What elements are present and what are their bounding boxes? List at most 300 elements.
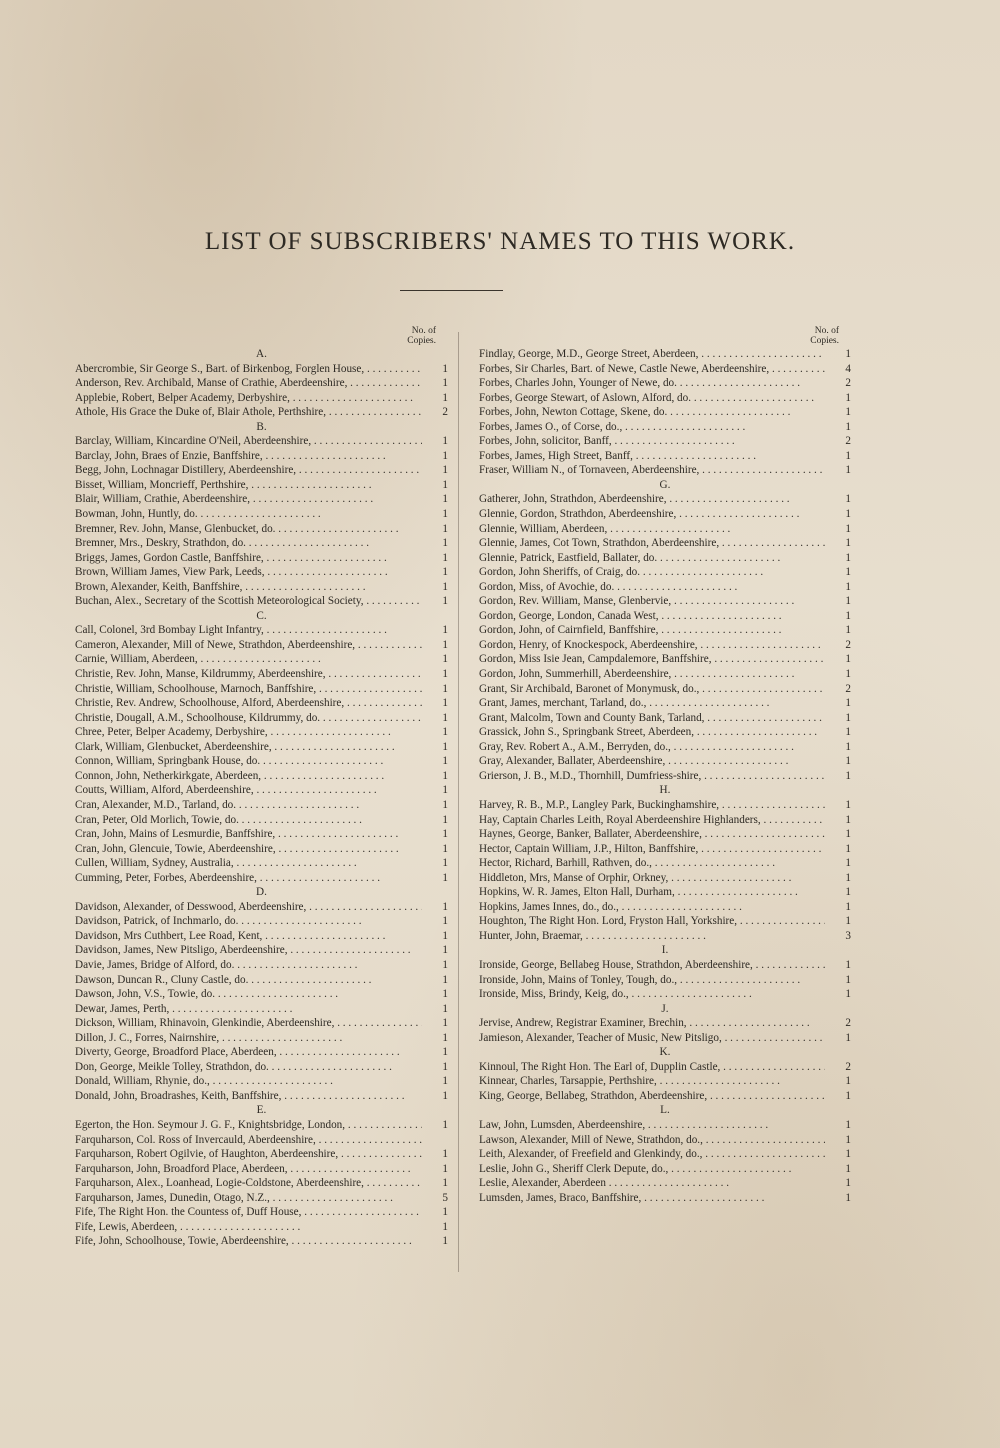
column-divider (458, 332, 459, 1272)
copies-count: 1 (845, 769, 851, 782)
subscriber-name: Davie, James, Bridge of Alford, do. . . (75, 958, 422, 973)
subscriber-name: Hopkins, James Innes, do., do., . . (479, 900, 825, 915)
subscriber-entry (75, 1147, 448, 1162)
subscriber-name: Briggs, James, Gordon Castle, Banffshire, . . (75, 551, 422, 566)
subscriber-entry (479, 420, 851, 435)
subscriber-name: Gray, Rev. Robert A., A.M., Berryden, do., . . (479, 740, 825, 755)
subscriber-name: Donald, John, Broadrashes, Keith, Banffshire, . . (75, 1089, 422, 1104)
subscriber-entry (75, 551, 448, 566)
copies-count: 1 (442, 842, 448, 855)
subscriber-name: Dickson, William, Rhinavoin, Glenkindie, Aberdeenshire, . . (75, 1016, 422, 1031)
subscriber-entry (75, 638, 448, 653)
subscriber-name: King, George, Bellabeg, Strathdon, Aberdeenshire, . . (479, 1089, 825, 1104)
subscriber-entry (479, 1089, 851, 1104)
subscriber-name: Grant, James, merchant, Tarland, do., . . (479, 696, 825, 711)
subscriber-entry (479, 929, 851, 944)
copies-count: 2 (845, 377, 851, 390)
copies-count: 1 (442, 828, 448, 841)
subscriber-name: Dewar, James, Perth, . . (75, 1002, 422, 1017)
subscriber-entry (479, 885, 851, 900)
subscriber-name: Forbes, James O., of Corse, do., . . (479, 420, 825, 435)
copies-count: 1 (442, 668, 448, 681)
subscriber-entry (479, 740, 851, 755)
subscriber-entry (479, 769, 851, 784)
section-letter: I. (661, 944, 669, 957)
subscriber-name: Hunter, John, Braemar, . . (479, 929, 825, 944)
subscriber-name: Gordon, Rev. William, Manse, Glenbervie, . . (479, 594, 825, 609)
subscriber-name: Cran, John, Glencuie, Towie, Aberdeenshire, . . (75, 842, 422, 857)
subscriber-entry (75, 1205, 448, 1220)
subscriber-entry (479, 522, 851, 537)
subscriber-entry (75, 449, 448, 464)
subscriber-entry (479, 580, 851, 595)
copies-count: 1 (442, 464, 448, 477)
subscriber-name: Cran, Alexander, M.D., Tarland, do. . . (75, 798, 422, 813)
subscriber-name: Leith, Alexander, of Freefield and Glenkindy, do., . . (479, 1147, 825, 1162)
copies-count: 1 (845, 973, 851, 986)
copies-count (422, 1133, 448, 1148)
subscriber-name: Gordon, John, of Cairnfield, Banffshire, . . (479, 623, 825, 638)
subscriber-name: Brown, William James, View Park, Leeds, . . (75, 565, 422, 580)
subscriber-entry (479, 987, 851, 1002)
subscriber-entry (75, 391, 448, 406)
subscriber-entry (75, 565, 448, 580)
subscriber-entry (75, 1133, 448, 1148)
copies-count: 1 (845, 551, 851, 564)
copies-count: 1 (845, 537, 851, 550)
subscriber-name: Farquharson, Alex., Loanhead, Logie-Coldstone, Aberdeenshire, . . (75, 1176, 422, 1191)
subscriber-entry (479, 711, 851, 726)
subscriber-entry (75, 652, 448, 667)
subscriber-name: Christie, Rev. John, Manse, Kildrummy, Aberdeenshire, . . (75, 667, 422, 682)
copies-count: 1 (442, 857, 448, 870)
subscriber-entry (75, 1176, 448, 1191)
subscriber-name: Houghton, The Right Hon. Lord, Fryston Hall, Yorkshire, . . (479, 914, 825, 929)
copies-count: 1 (442, 697, 448, 710)
subscriber-name: Lawson, Alexander, Mill of Newe, Strathdon, do., . . (479, 1133, 825, 1148)
subscriber-entry (75, 478, 448, 493)
copies-header-line2: Copies. (810, 336, 839, 346)
subscriber-name: Law, John, Lumsden, Aberdeenshire, . . (479, 1118, 825, 1133)
subscriber-entry (75, 783, 448, 798)
subscriber-name: Leslie, Alexander, Aberdeen . . (479, 1176, 825, 1191)
subscriber-name: Athole, His Grace the Duke of, Blair Athole, Perthshire, . . (75, 405, 422, 420)
subscriber-name: Buchan, Alex., Secretary of the Scottish Meteorological Society, . . (75, 594, 422, 609)
subscriber-name: Bowman, John, Huntly, do. . . (75, 507, 422, 522)
subscriber-entry (75, 725, 448, 740)
subscriber-name: Haynes, George, Banker, Ballater, Aberdeenshire, . . (479, 827, 825, 842)
subscriber-entry (479, 376, 851, 391)
left-sections (75, 347, 448, 1249)
copies-count: 1 (442, 551, 448, 564)
copies-count: 1 (442, 449, 448, 462)
subscriber-entry (75, 1074, 448, 1089)
copies-count: 1 (442, 537, 448, 550)
subscriber-name: Hopkins, W. R. James, Elton Hall, Durham, . . (479, 885, 825, 900)
copies-count: 1 (845, 668, 851, 681)
subscriber-entry (75, 1220, 448, 1235)
subscriber-name: Forbes, John, solicitor, Banff, . . (479, 434, 825, 449)
subscriber-entry (479, 1133, 851, 1148)
subscriber-entry (75, 507, 448, 522)
copies-count: 1 (442, 1017, 448, 1030)
section-letter: C. (256, 609, 267, 622)
subscriber-entry (75, 463, 448, 478)
subscriber-entry (479, 871, 851, 886)
copies-count: 1 (845, 493, 851, 506)
subscriber-entry (75, 536, 448, 551)
copies-count: 1 (442, 624, 448, 637)
copies-count: 1 (442, 1089, 448, 1102)
copies-count: 3 (845, 929, 851, 942)
subscriber-name: Christie, Dougall, A.M., Schoolhouse, Kildrummy, do. . . (75, 711, 422, 726)
copies-count: 1 (845, 988, 851, 1001)
copies-count: 1 (845, 1031, 851, 1044)
subscriber-name: Gordon, Miss, of Avochie, do. . . (479, 580, 825, 595)
copies-count: 1 (845, 609, 851, 622)
subscriber-entry (75, 492, 448, 507)
subscriber-entry (75, 1002, 448, 1017)
subscriber-name: Cameron, Alexander, Mill of Newe, Strathdon, Aberdeenshire, . . (75, 638, 422, 653)
subscriber-entry (75, 871, 448, 886)
subscriber-entry (479, 827, 851, 842)
subscriber-entry (75, 667, 448, 682)
copies-count: 1 (442, 1060, 448, 1073)
copies-count: 1 (845, 391, 851, 404)
subscriber-name: Jamieson, Alexander, Teacher of Music, New Pitsligo, . . (479, 1031, 825, 1046)
section-letter: B. (256, 420, 267, 433)
subscriber-entry (479, 1074, 851, 1089)
subscriber-name: Ironside, George, Bellabeg House, Strathdon, Aberdeenshire, . . (479, 958, 825, 973)
subscriber-name: Glennie, Patrick, Eastfield, Ballater, do. . . (479, 551, 825, 566)
subscriber-name: Farquharson, Col. Ross of Invercauld, Aberdeenshire, . . (75, 1133, 422, 1148)
subscriber-name: Forbes, John, Newton Cottage, Skene, do. . . (479, 405, 825, 420)
subscriber-name: Gatherer, John, Strathdon, Aberdeenshire, . . (479, 492, 825, 507)
copies-count: 1 (845, 522, 851, 535)
copies-count: 1 (442, 435, 448, 448)
subscriber-name: Bremner, Rev. John, Manse, Glenbucket, do. . . (75, 522, 422, 537)
copies-count: 1 (442, 566, 448, 579)
copies-count: 1 (442, 362, 448, 375)
copies-count: 1 (845, 508, 851, 521)
copies-count: 1 (845, 857, 851, 870)
copies-count: 1 (845, 624, 851, 637)
subscriber-entry (75, 740, 448, 755)
subscriber-entry (479, 754, 851, 769)
copies-count: 1 (845, 449, 851, 462)
section-letter: G. (659, 478, 671, 491)
copies-count: 1 (845, 828, 851, 841)
subscriber-name: Gray, Alexander, Ballater, Aberdeenshire, . . (479, 754, 825, 769)
subscriber-name: Abercrombie, Sir George S., Bart. of Birkenbog, Forglen House, . . (75, 362, 422, 377)
section-letter: E. (256, 1104, 267, 1117)
copies-count: 1 (442, 769, 448, 782)
copies-count: 1 (442, 1075, 448, 1088)
subscriber-name: Glennie, Gordon, Strathdon, Aberdeenshire, . . (479, 507, 825, 522)
subscriber-entry (479, 682, 851, 697)
subscriber-name: Coutts, William, Alford, Aberdeenshire, . . (75, 783, 422, 798)
copies-count: 2 (845, 1017, 851, 1030)
subscriber-name: Cumming, Peter, Forbes, Aberdeenshire, . . (75, 871, 422, 886)
section-letter: K. (659, 1046, 671, 1059)
subscriber-name: Glennie, William, Aberdeen, . . (479, 522, 825, 537)
subscriber-name: Hay, Captain Charles Leith, Royal Aberdeenshire Highlanders, . . (479, 813, 825, 828)
copies-count: 1 (442, 1162, 448, 1175)
copies-count: 1 (845, 580, 851, 593)
subscriber-name: Davidson, James, New Pitsligo, Aberdeenshire, . . (75, 943, 422, 958)
subscriber-entry (75, 900, 448, 915)
copies-count: 1 (442, 711, 448, 724)
subscriber-entry (75, 1016, 448, 1031)
subscriber-entry (479, 463, 851, 478)
copies-count: 1 (442, 915, 448, 928)
right-sections (479, 347, 851, 1205)
copies-count: 2 (845, 1060, 851, 1073)
copies-count: 1 (442, 813, 448, 826)
subscriber-entry (479, 391, 851, 406)
subscriber-name: Cullen, William, Sydney, Australia, . . (75, 856, 422, 871)
copies-count: 2 (845, 435, 851, 448)
subscriber-entry (75, 1162, 448, 1177)
copies-count: 1 (845, 886, 851, 899)
subscriber-entry (75, 827, 448, 842)
copies-header-line1: No. of (411, 326, 436, 336)
subscriber-name: Christie, Rev. Andrew, Schoolhouse, Alford, Aberdeenshire, . . (75, 696, 422, 711)
copies-count: 1 (845, 871, 851, 884)
copies-count: 1 (845, 697, 851, 710)
subscriber-name: Connon, William, Springbank House, do. . . (75, 754, 422, 769)
subscriber-name: Grassick, John S., Springbank Street, Aberdeen, . . (479, 725, 825, 740)
subscriber-name: Diverty, George, Broadford Place, Aberdeen, . . (75, 1045, 422, 1060)
copies-count: 1 (442, 1177, 448, 1190)
subscriber-name: Gordon, John Sheriffs, of Craig, do. . . (479, 565, 825, 580)
copies-count: 1 (845, 420, 851, 433)
copies-count: 1 (845, 900, 851, 913)
subscriber-entry (75, 362, 448, 377)
subscriber-name: Grierson, J. B., M.D., Thornhill, Dumfriess-shire, . . (479, 769, 825, 784)
copies-header (75, 326, 448, 347)
subscriber-entry (75, 943, 448, 958)
copies-count: 1 (442, 377, 448, 390)
subscriber-entry (479, 362, 851, 377)
subscriber-entry (75, 958, 448, 973)
copies-count: 1 (442, 929, 448, 942)
title-rule (400, 290, 503, 291)
copies-count: 1 (845, 1177, 851, 1190)
subscriber-name: Christie, William, Schoolhouse, Marnoch, Banffshire, . . (75, 682, 422, 697)
section-letter: J. (661, 1002, 669, 1015)
copies-count: 1 (442, 1118, 448, 1131)
copies-count: 1 (442, 973, 448, 986)
subscriber-name: Grant, Malcolm, Town and County Bank, Tarland, . . (479, 711, 825, 726)
copies-count: 1 (845, 755, 851, 768)
subscriber-name: Forbes, Sir Charles, Bart. of Newe, Castle Newe, Aberdeenshire, . . (479, 362, 825, 377)
subscriber-name: Chree, Peter, Belper Academy, Derbyshire, . . (75, 725, 422, 740)
subscriber-entry (479, 1016, 851, 1031)
copies-count: 1 (442, 740, 448, 753)
subscriber-name: Begg, John, Lochnagar Distillery, Aberdeenshire, . . (75, 463, 422, 478)
copies-count: 1 (442, 944, 448, 957)
subscriber-name: Hiddleton, Mrs, Manse of Orphir, Orkney, . . (479, 871, 825, 886)
subscriber-entry (479, 1191, 851, 1206)
subscriber-entry (75, 1191, 448, 1206)
subscriber-name: Connon, John, Netherkirkgate, Aberdeen, . . (75, 769, 422, 784)
subscriber-entry (479, 1176, 851, 1191)
copies-count: 1 (845, 595, 851, 608)
subscriber-entry (479, 696, 851, 711)
subscriber-name: Leslie, John G., Sheriff Clerk Depute, do., . . (479, 1162, 825, 1177)
subscriber-name: Gordon, John, Summerhill, Aberdeenshire, . . (479, 667, 825, 682)
subscriber-entry (479, 609, 851, 624)
copies-count: 1 (442, 1206, 448, 1219)
subscriber-name: Dillon, J. C., Forres, Nairnshire, . . (75, 1031, 422, 1046)
copies-count: 1 (845, 813, 851, 826)
subscriber-name: Barclay, William, Kincardine O'Neil, Aberdeenshire, . . (75, 434, 422, 449)
subscriber-entry (75, 594, 448, 609)
subscriber-name: Don, George, Meikle Tolley, Strathdon, do. . . (75, 1060, 422, 1075)
copies-count: 1 (442, 638, 448, 651)
copies-count: 1 (442, 1220, 448, 1233)
subscriber-entry (479, 507, 851, 522)
subscriber-entry (479, 551, 851, 566)
subscriber-entry (75, 1060, 448, 1075)
subscriber-entry (479, 973, 851, 988)
subscriber-entry (479, 405, 851, 420)
subscriber-name: Findlay, George, M.D., George Street, Aberdeen, . . (479, 347, 825, 362)
subscribers-right-column (479, 326, 851, 1205)
subscriber-name: Cran, Peter, Old Morlich, Towie, do. . . (75, 813, 422, 828)
subscriber-entry (479, 958, 851, 973)
section-letter: A. (256, 348, 267, 360)
copies-header (479, 326, 851, 347)
copies-count: 1 (442, 1002, 448, 1015)
subscriber-entry (75, 929, 448, 944)
copies-count: 2 (845, 638, 851, 651)
copies-count: 1 (845, 915, 851, 928)
copies-count: 1 (442, 682, 448, 695)
subscriber-name: Call, Colonel, 3rd Bombay Light Infantry, . . (75, 623, 422, 638)
section-letter: H. (659, 784, 671, 797)
copies-count: 1 (845, 1133, 851, 1146)
subscriber-name: Farquharson, Robert Ogilvie, of Haughton, Aberdeenshire, . . (75, 1147, 422, 1162)
copies-header-line1: No. of (814, 326, 839, 336)
copies-count: 1 (845, 711, 851, 724)
copies-count: 1 (845, 726, 851, 739)
subscriber-entry (479, 798, 851, 813)
copies-count: 1 (845, 842, 851, 855)
copies-count: 1 (845, 1148, 851, 1161)
subscriber-name: Carnie, William, Aberdeen, . . (75, 652, 422, 667)
copies-count: 1 (845, 653, 851, 666)
copies-count: 1 (845, 1191, 851, 1204)
copies-count: 1 (442, 508, 448, 521)
subscriber-entry (479, 813, 851, 828)
copies-count: 4 (845, 362, 851, 375)
subscriber-entry (75, 856, 448, 871)
copies-count: 1 (442, 988, 448, 1001)
subscriber-entry (75, 973, 448, 988)
subscriber-entry (479, 856, 851, 871)
subscriber-name: Harvey, R. B., M.P., Langley Park, Buckinghamshire, . . (479, 798, 825, 813)
subscriber-entry (479, 638, 851, 653)
subscriber-name: Dawson, John, V.S., Towie, do. . . (75, 987, 422, 1002)
subscriber-entry (75, 434, 448, 449)
copies-count: 1 (442, 871, 448, 884)
copies-count: 1 (845, 348, 851, 360)
subscriber-entry (479, 1031, 851, 1046)
subscriber-name: Forbes, James, High Street, Banff, . . (479, 449, 825, 464)
copies-count: 1 (442, 1235, 448, 1248)
copies-count: 1 (442, 1031, 448, 1044)
copies-count: 1 (845, 1089, 851, 1102)
subscriber-entry (75, 376, 448, 391)
subscriber-entry (75, 405, 448, 420)
copies-count: 2 (442, 406, 448, 419)
subscriber-name: Bremner, Mrs., Deskry, Strathdon, do. . . (75, 536, 422, 551)
subscriber-name: Ironside, John, Mains of Tonley, Tough, do., . . (479, 973, 825, 988)
subscribers-left-column (75, 326, 448, 1249)
copies-count: 2 (845, 682, 851, 695)
subscriber-entry (75, 1045, 448, 1060)
subscriber-name: Dawson, Duncan R., Cluny Castle, do. . . (75, 973, 422, 988)
copies-count: 1 (845, 566, 851, 579)
subscriber-name: Cran, John, Mains of Lesmurdie, Banffshire, . . (75, 827, 422, 842)
subscriber-name: Anderson, Rev. Archibald, Manse of Crathie, Aberdeenshire, . . (75, 376, 422, 391)
subscriber-entry (75, 842, 448, 857)
subscriber-entry (479, 492, 851, 507)
subscriber-entry (75, 798, 448, 813)
copies-count: 1 (845, 958, 851, 971)
copies-count: 1 (442, 755, 448, 768)
copies-count: 1 (442, 391, 448, 404)
subscriber-entry (75, 696, 448, 711)
subscriber-entry (479, 594, 851, 609)
subscriber-name: Davidson, Patrick, of Inchmarlo, do. . . (75, 914, 422, 929)
subscriber-name: Forbes, Charles John, Younger of Newe, do. . . (479, 376, 825, 391)
copies-count: 1 (845, 1075, 851, 1088)
subscriber-name: Davidson, Alexander, of Desswood, Aberdeenshire, . . (75, 900, 422, 915)
copies-count: 1 (442, 798, 448, 811)
subscriber-entry (75, 711, 448, 726)
subscriber-entry (479, 1147, 851, 1162)
subscriber-entry (75, 1118, 448, 1133)
copies-count: 1 (442, 580, 448, 593)
subscriber-name: Clark, William, Glenbucket, Aberdeenshire, . . (75, 740, 422, 755)
subscriber-entry (479, 1060, 851, 1075)
subscriber-name: Grant, Sir Archibald, Baronet of Monymusk, do., . . (479, 682, 825, 697)
subscriber-name: Gordon, Miss Isie Jean, Campdalemore, Banffshire, . . (479, 652, 825, 667)
subscriber-entry (75, 987, 448, 1002)
subscriber-entry (75, 580, 448, 595)
subscriber-entry (479, 347, 851, 362)
subscriber-name: Davidson, Mrs Cuthbert, Lee Road, Kent, . . (75, 929, 422, 944)
subscriber-entry (479, 652, 851, 667)
copies-count: 1 (442, 784, 448, 797)
subscriber-name: Kinnear, Charles, Tarsappie, Perthshire, . . (479, 1074, 825, 1089)
subscriber-name: Blair, William, Crathie, Aberdeenshire, . . (75, 492, 422, 507)
copies-count: 1 (442, 522, 448, 535)
subscriber-entry (75, 1031, 448, 1046)
subscriber-name: Fraser, William N., of Tornaveen, Aberdeenshire, . . (479, 463, 825, 478)
subscriber-entry (75, 754, 448, 769)
subscriber-name: Hector, Richard, Barhill, Rathven, do., . . (479, 856, 825, 871)
copies-count: 1 (442, 1148, 448, 1161)
subscriber-name: Farquharson, John, Broadford Place, Aberdeen, . . (75, 1162, 422, 1177)
subscriber-entry (479, 1162, 851, 1177)
subscriber-entry (479, 900, 851, 915)
copies-count: 5 (442, 1191, 448, 1204)
copies-count: 1 (442, 1046, 448, 1059)
